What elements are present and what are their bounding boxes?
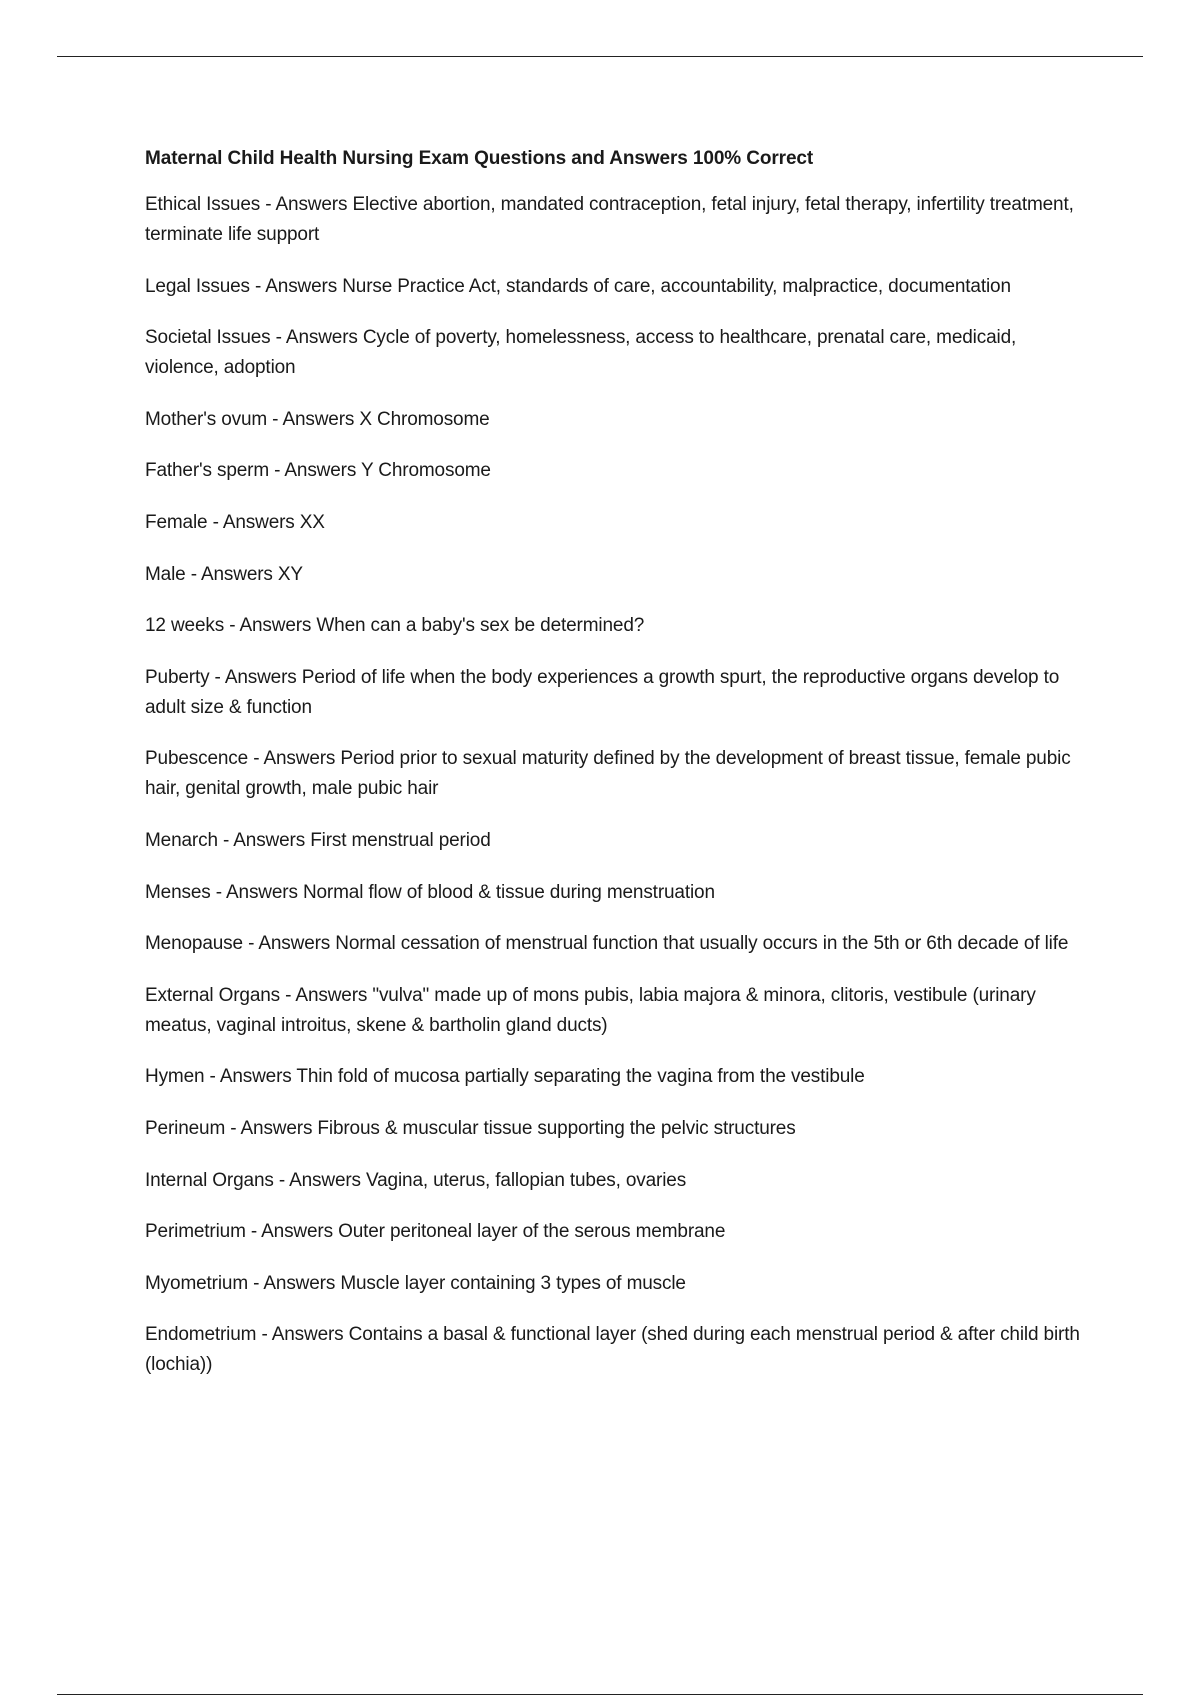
qa-item: Perimetrium - Answers Outer peritoneal layer of the serous membrane bbox=[145, 1221, 726, 1243]
qa-item: Societal Issues - Answers Cycle of poverty, homelessness, access to healthcare, prenatal care, medicaid, violence, adoption bbox=[145, 327, 1017, 379]
qa-item: Myometrium - Answers Muscle layer containing 3 types of muscle bbox=[145, 1272, 686, 1294]
qa-item: Menses - Answers Normal flow of blood & tissue during menstruation bbox=[145, 881, 715, 903]
footer-rule bbox=[57, 1694, 1143, 1695]
qa-item: 12 weeks - Answers When can a baby's sex be determined? bbox=[145, 615, 645, 637]
qa-item: Ethical Issues - Answers Elective abortion, mandated contraception, fetal injury, fetal therapy, infertility treatment, terminate life support bbox=[145, 194, 1074, 245]
qa-list bbox=[145, 190, 1090, 1380]
qa-item: External Organs - Answers "vulva" made up of mons pubis, labia majora & minora, clitoris, vestibule (urinary meatus, vaginal introitus, skene & bartholin gland ducts) bbox=[145, 984, 1036, 1036]
document-title: Maternal Child Health Nursing Exam Questions and Answers 100% Correct bbox=[145, 148, 814, 169]
document-body bbox=[145, 144, 1090, 1402]
qa-item: Male - Answers XY bbox=[145, 563, 303, 585]
qa-item: Hymen - Answers Thin fold of mucosa partially separating the vagina from the vestibule bbox=[145, 1066, 865, 1088]
qa-item: Legal Issues - Answers Nurse Practice Act, standards of care, accountability, malpractice, documentation bbox=[145, 275, 1011, 297]
qa-item: Female - Answers XX bbox=[145, 511, 325, 533]
qa-item: Internal Organs - Answers Vagina, uterus, fallopian tubes, ovaries bbox=[145, 1169, 687, 1191]
qa-item: Mother's ovum - Answers X Chromosome bbox=[145, 408, 490, 430]
qa-item: Endometrium - Answers Contains a basal & functional layer (shed during each menstrual period & after child birth (lochia)) bbox=[145, 1324, 1080, 1376]
qa-item: Menopause - Answers Normal cessation of menstrual function that usually occurs in the 5th or 6th decade of life bbox=[145, 933, 1069, 955]
qa-item: Menarch - Answers First menstrual period bbox=[145, 829, 491, 851]
header-rule bbox=[57, 56, 1143, 57]
qa-item: Puberty - Answers Period of life when the body experiences a growth spurt, the reproductive organs develop to adult size & function bbox=[145, 666, 1060, 718]
qa-item: Perineum - Answers Fibrous & muscular tissue supporting the pelvic structures bbox=[145, 1117, 796, 1139]
qa-item: Father's sperm - Answers Y Chromosome bbox=[145, 460, 491, 482]
qa-item: Pubescence - Answers Period prior to sexual maturity defined by the development of breast tissue, female pubic hair, genital growth, male pubic hair bbox=[145, 748, 1071, 800]
